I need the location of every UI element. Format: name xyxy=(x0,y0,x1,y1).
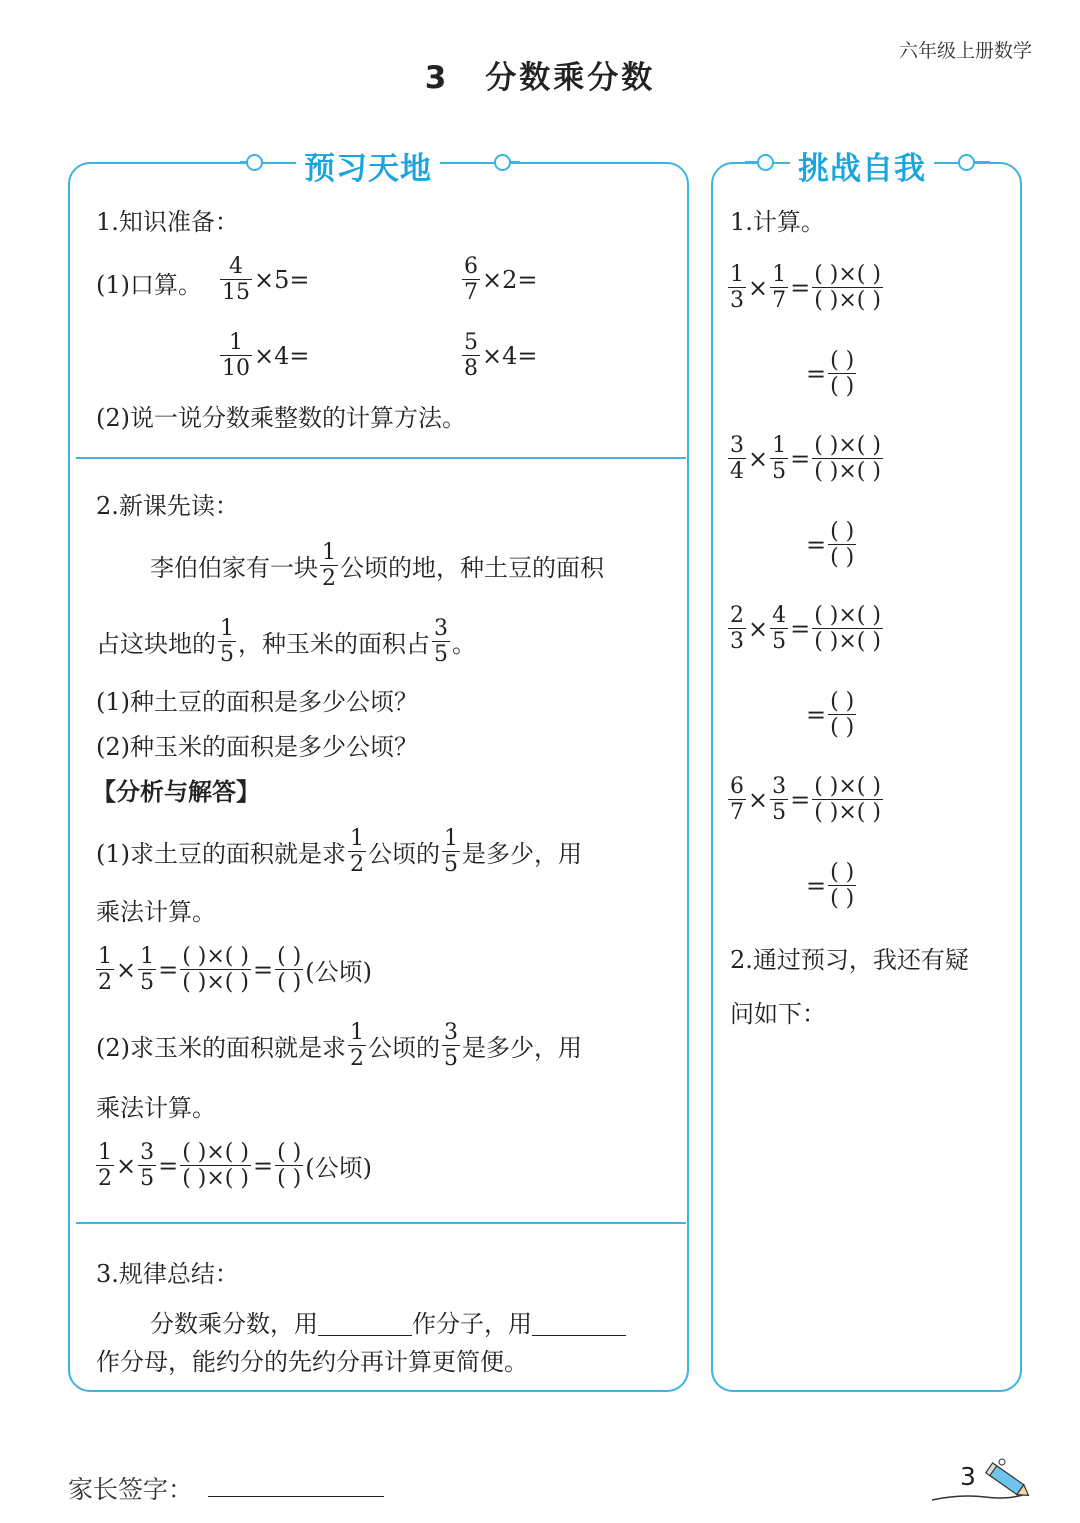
pencil-icon xyxy=(930,1450,1030,1510)
story-line-2: 占这块地的 $\frac{1}{5}$ ，种玉米的面积占 $\frac{3}{5}$ 。 xyxy=(96,616,476,668)
fraction-a: $\frac{2}{3}$ xyxy=(730,603,744,655)
calc-problem-3: $\frac{2}{3}$ × $\frac{4}{5}$ = $\frac{( )\times( )}{( )\times( )}$ xyxy=(730,603,881,655)
preview-panel-title: 预习天地 xyxy=(296,143,440,188)
result-blank[interactable]: $\frac{( )}{( )}$ xyxy=(830,348,855,400)
product-blank[interactable]: $\frac{( )\times( )}{( )\times( )}$ xyxy=(814,433,881,485)
calc-problem-1: $\frac{1}{3}$ × $\frac{1}{7}$ = $\frac{( )\times( )}{( )\times( )}$ xyxy=(730,262,881,314)
answer-1-line-1: (1)求土豆的面积就是求 $\frac{1}{2}$ 公顷的 $\frac{1}{5}$ 是多少，用 xyxy=(96,826,582,878)
oral-item-1: $\frac{4}{15}$ ×5= xyxy=(222,254,310,306)
fraction-b: $\frac{3}{5}$ xyxy=(772,774,787,826)
knowledge-heading: 1.知识准备： xyxy=(96,208,239,236)
fraction-a: $\frac{1}{3}$ xyxy=(730,262,744,314)
panel-title-right-dot xyxy=(494,154,511,171)
oral-item-3: $\frac{1}{10}$ ×4= xyxy=(222,330,310,382)
fraction-a: $\frac{6}{7}$ xyxy=(730,774,744,826)
fraction-a: $\frac{3}{4}$ xyxy=(730,433,744,485)
panel-title-left-dot xyxy=(757,154,774,171)
calc-result-2: = $\frac{( )}{( )}$ xyxy=(806,519,855,571)
analysis-heading: 【分析与解答】 xyxy=(92,778,260,806)
product-blank[interactable]: $\frac{( )\times( )}{( )\times( )}$ xyxy=(814,774,881,826)
result-blank[interactable]: $\frac{( )}{( )}$ xyxy=(830,519,855,571)
oral-calc-label xyxy=(96,262,202,302)
challenge-panel-title: 挑战自我 xyxy=(790,143,934,188)
question-potato: (1)种土豆的面积是多少公顷？ xyxy=(96,688,418,716)
result-blank[interactable]: $\frac{( )}{( )}$ xyxy=(830,689,855,741)
oral-label-text: (1)口算。 xyxy=(96,270,202,299)
questions-line-1: 2.通过预习，我还有疑 xyxy=(730,946,969,974)
method-question: (2)说一说分数乘整数的计算方法。 xyxy=(96,404,466,432)
parent-sign-label: 家长签字： xyxy=(68,1475,194,1504)
question-corn: (2)种玉米的面积是多少公顷？ xyxy=(96,733,418,761)
answer-1-line-2: 乘法计算。 xyxy=(96,898,216,926)
fraction-b: $\frac{1}{7}$ xyxy=(772,262,787,314)
page-number: 3 xyxy=(960,1462,976,1491)
panel-title-right-dot xyxy=(958,154,975,171)
page-title xyxy=(0,52,1080,97)
oral-item-4: $\frac{5}{8}$ ×4= xyxy=(464,330,538,382)
new-lesson-heading: 2.新课先读： xyxy=(96,492,239,520)
oral-item-2: $\frac{6}{7}$ ×2= xyxy=(464,254,538,306)
calc-problem-2: $\frac{3}{4}$ × $\frac{1}{5}$ = $\frac{( )\times( )}{( )\times( )}$ xyxy=(730,433,881,485)
summary-line-1: 分数乘分数，用 作分子，用 xyxy=(150,1304,626,1339)
lesson-title: 分数乘分数 xyxy=(485,60,656,96)
questions-line-2: 问如下： xyxy=(730,1000,826,1028)
grade-label: 六年级上册数学 xyxy=(898,40,1032,62)
story-line-1: 李伯伯家有一块 $\frac{1}{2}$ 公顷的地，种土豆的面积 xyxy=(150,540,604,592)
product-blank[interactable]: $\frac{( )\times( )}{( )\times( )}$ xyxy=(814,262,881,314)
numerator-blank[interactable] xyxy=(318,1307,412,1336)
questions-writing-area[interactable] xyxy=(728,1040,1008,1370)
summary-line-2: 作分母，能约分的先约分再计算更简便。 xyxy=(96,1348,528,1376)
preview-panel xyxy=(68,162,689,1392)
equation-corn: $\frac{1}{2}$ × $\frac{3}{5}$ = $\frac{( )\times( )}{( )\times( )}$ = $\frac{( )}{( )}$ (公顷) xyxy=(98,1140,372,1192)
calc-heading: 1.计算。 xyxy=(730,208,825,236)
summary-heading: 3.规律总结： xyxy=(96,1260,239,1288)
answer-2-line-1: (2)求玉米的面积就是求 $\frac{1}{2}$ 公顷的 $\frac{3}{5}$ 是多少，用 xyxy=(96,1020,582,1072)
answer-2-line-2: 乘法计算。 xyxy=(96,1094,216,1122)
calc-problem-4: $\frac{6}{7}$ × $\frac{3}{5}$ = $\frac{( )\times( )}{( )\times( )}$ xyxy=(730,774,881,826)
parent-sign-field[interactable] xyxy=(208,1470,384,1497)
section-divider xyxy=(76,1222,686,1224)
product-blank[interactable]: $\frac{( )\times( )}{( )\times( )}$ xyxy=(814,603,881,655)
section-divider xyxy=(76,457,686,459)
calc-result-3: = $\frac{( )}{( )}$ xyxy=(806,689,855,741)
lesson-number: 3 xyxy=(424,60,450,96)
denominator-blank[interactable] xyxy=(532,1307,626,1336)
fraction-b: $\frac{1}{5}$ xyxy=(772,433,787,485)
result-blank[interactable]: $\frac{( )}{( )}$ xyxy=(830,860,855,912)
calc-result-1: = $\frac{( )}{( )}$ xyxy=(806,348,855,400)
fraction-b: $\frac{4}{5}$ xyxy=(772,603,787,655)
equation-potato: $\frac{1}{2}$ × $\frac{1}{5}$ = $\frac{( )\times( )}{( )\times( )}$ = $\frac{( )}{( )}$ (公顷) xyxy=(98,944,372,996)
calc-result-4: = $\frac{( )}{( )}$ xyxy=(806,860,855,912)
panel-title-left-dot xyxy=(246,154,263,171)
